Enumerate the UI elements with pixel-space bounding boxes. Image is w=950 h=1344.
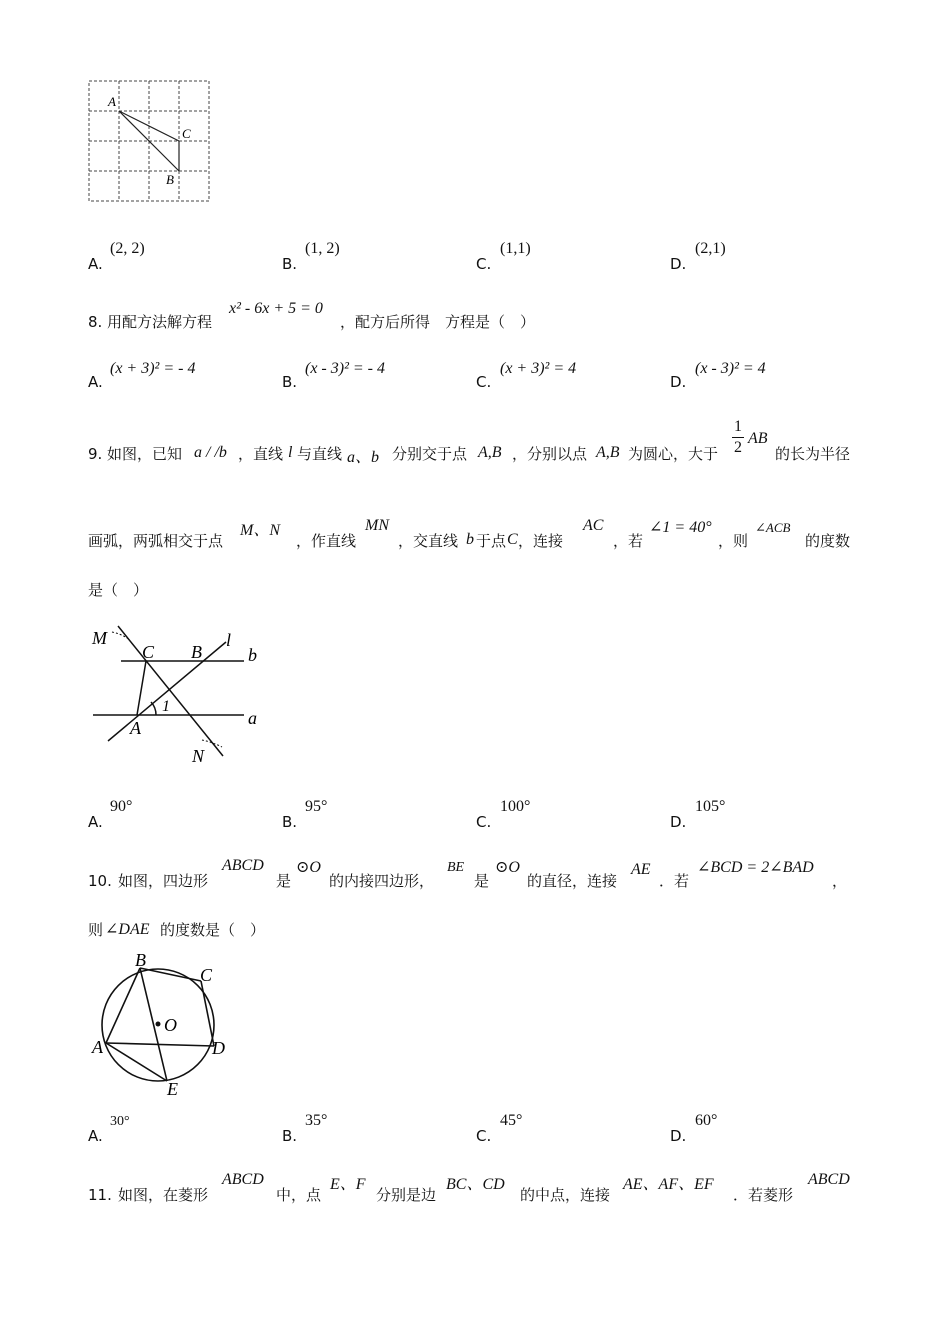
q10-math-5: AE <box>631 861 651 878</box>
q10-math-7: ∠DAE <box>105 921 150 938</box>
q9-math-13: ∠ACB <box>755 520 791 535</box>
q9-fraction-bar <box>732 437 744 438</box>
q8-option-c-value: (x + 3)² = 4 <box>500 360 577 377</box>
q9-label-a-line: a <box>248 708 257 728</box>
q9-option-a: A. <box>88 813 103 831</box>
q7-label-c: C <box>182 126 191 141</box>
q9-text-7: 的长为半径 <box>775 445 851 463</box>
q10-math-1: ABCD <box>222 857 264 874</box>
q10-text-6: ．若 <box>659 872 690 890</box>
q9-label-c: C <box>142 642 155 662</box>
q8-option-b-value: (x - 3)² = - 4 <box>305 360 386 377</box>
q9-text-16: 是（ ） <box>88 581 149 599</box>
q9-option-d: D. <box>670 813 687 831</box>
q10-text-5: 的直径，连接 <box>527 872 618 890</box>
q9-fraction-numerator: 1 <box>734 418 742 435</box>
q10-label-d: D <box>212 1038 225 1058</box>
q11-text-3: 分别是边 <box>376 1186 437 1204</box>
q9-label-b-point: B <box>191 642 202 662</box>
q11-math-4: AE、AF、EF <box>623 1176 714 1193</box>
q9-text-13: ，若 <box>613 532 644 550</box>
q9-math-4: A,B <box>478 444 502 461</box>
q10-math-3: BE <box>447 860 465 875</box>
q9-option-c-value: 100° <box>500 798 531 815</box>
q7-option-b <box>282 254 297 274</box>
q10-text-8: 则 <box>88 921 104 939</box>
q7-label-b: B <box>166 172 174 187</box>
q8-number: 8. <box>88 313 103 331</box>
q11-math-1: ABCD <box>222 1171 264 1188</box>
q8-text-a: 用配方法解方程 <box>107 313 213 331</box>
angle-1-arc <box>151 702 156 715</box>
q9-text-3: 与直线 <box>297 445 343 463</box>
q9-label-angle-1: 1 <box>162 698 170 715</box>
q10-option-a-value: 30° <box>110 1114 130 1129</box>
q9-label-n: N <box>192 746 205 766</box>
q9-figure <box>86 620 272 772</box>
q10-text-1: 如图，四边形 <box>118 872 209 890</box>
q9-label-m: M <box>92 628 107 648</box>
q7-label-a: A <box>108 94 116 109</box>
q9-text-5: ，分别以点 <box>512 445 588 463</box>
q7-option-b-value: (1, 2) <box>305 240 340 257</box>
q8-option-b: B. <box>282 373 298 391</box>
q10-text-3: 的内接四边形， <box>329 872 435 890</box>
line-l <box>108 642 226 741</box>
q9-text-8: 画弧，两弧相交于点 <box>88 532 224 550</box>
q10-math-2: ⊙O <box>296 859 321 876</box>
option-label: A. <box>88 255 103 273</box>
q7-option-a-value: (2, 2) <box>110 240 145 257</box>
q9-option-d-value: 105° <box>695 798 726 815</box>
q9-math-8: MN <box>365 517 389 534</box>
q11-text-2: 中，点 <box>276 1186 322 1204</box>
q9-fraction-denominator: 2 <box>734 439 742 456</box>
option-label: B. <box>282 255 298 273</box>
q8-option-c: C. <box>476 373 492 391</box>
q10-text-4: 是 <box>474 872 490 890</box>
q10-label-c: C <box>200 965 213 985</box>
q10-label-a: A <box>92 1037 103 1057</box>
q11-math-5: ABCD <box>808 1171 850 1188</box>
q9-math-1: a / /b <box>194 444 227 461</box>
q9-label-b-line: b <box>248 645 257 665</box>
q10-option-a: A. <box>88 1127 103 1145</box>
q9-text-4: 分别交于点 <box>392 445 468 463</box>
q9-math-9: b <box>466 531 474 548</box>
q8-option-a: A. <box>88 373 103 391</box>
q10-label-o: O <box>164 1015 177 1035</box>
q9-math-3: a、b <box>347 449 380 466</box>
q9-text-11: 于点 <box>476 532 507 550</box>
q11-math-3: BC、CD <box>446 1176 505 1193</box>
q10-math-6: ∠BCD = 2∠BAD <box>697 859 814 876</box>
q10-text-9: 的度数是（ ） <box>160 921 266 939</box>
q9-text-6: 为圆心，大于 <box>628 445 719 463</box>
q9-math-12: ∠1 = 40° <box>649 519 712 536</box>
segment-ac <box>137 661 146 715</box>
q10-option-c: C. <box>476 1127 492 1145</box>
q8-option-a-value: (x + 3)² = - 4 <box>110 360 196 377</box>
q11-number: 11. <box>88 1186 112 1204</box>
q7-grid-figure <box>86 78 216 206</box>
q9-option-a-value: 90° <box>110 798 133 815</box>
q10-text-2: 是 <box>276 872 292 890</box>
q8-text-b: ，配方后所得 方程是（ ） <box>340 313 536 331</box>
q9-option-b: B. <box>282 813 298 831</box>
q11-text-1: 如图，在菱形 <box>118 1186 209 1204</box>
q9-label-a-point: A <box>130 718 141 738</box>
q9-math-2: l <box>288 444 293 461</box>
q8-option-d: D. <box>670 373 687 391</box>
q10-option-d-value: 60° <box>695 1112 718 1129</box>
center-dot <box>156 1022 161 1027</box>
q9-number: 9. <box>88 445 103 463</box>
q7-option-d <box>670 254 686 274</box>
q9-option-b-value: 95° <box>305 798 328 815</box>
q9-text-14: ，则 <box>718 532 749 550</box>
q11-text-5: ．若菱形 <box>733 1186 794 1204</box>
q10-option-d: D. <box>670 1127 687 1145</box>
q9-label-l: l <box>226 630 232 650</box>
q9-math-5: A,B <box>596 444 620 461</box>
q8-equation: x² - 6x + 5 = 0 <box>229 300 323 317</box>
q9-text-9: ，作直线 <box>296 532 357 550</box>
q10-label-e: E <box>167 1079 178 1099</box>
q10-figure <box>88 950 236 1100</box>
q11-math-2: E、F <box>330 1176 366 1193</box>
q9-text-12: ，连接 <box>518 532 564 550</box>
q9-text-10: ，交直线 <box>398 532 459 550</box>
option-label: C. <box>476 255 492 273</box>
q10-option-c-value: 45° <box>500 1112 523 1129</box>
q9-fraction <box>732 418 744 457</box>
q10-option-b: B. <box>282 1127 298 1145</box>
q9-math-10: C <box>507 531 518 548</box>
q10-text-7: ， <box>832 872 848 890</box>
q11-text-4: 的中点，连接 <box>520 1186 611 1204</box>
q10-label-b: B <box>135 950 146 970</box>
q7-option-c-value: (1,1) <box>500 240 531 257</box>
q9-text-15: 的度数 <box>805 532 851 550</box>
q9-text-1: 如图，已知 <box>107 445 183 463</box>
q10-option-b-value: 35° <box>305 1112 328 1129</box>
q9-math-7: M、N <box>240 522 281 539</box>
q8-option-d-value: (x - 3)² = 4 <box>695 360 766 377</box>
option-label: D. <box>670 255 687 273</box>
q10-number: 10. <box>88 872 112 890</box>
q9-option-c: C. <box>476 813 492 831</box>
q7-option-a <box>88 254 103 274</box>
q9-math-11: AC <box>583 517 604 534</box>
q7-option-d-value: (2,1) <box>695 240 726 257</box>
q10-math-4: ⊙O <box>495 859 520 876</box>
q9-text-2: ，直线 <box>238 445 284 463</box>
q7-option-c <box>476 254 491 274</box>
q9-math-6: AB <box>748 430 768 447</box>
